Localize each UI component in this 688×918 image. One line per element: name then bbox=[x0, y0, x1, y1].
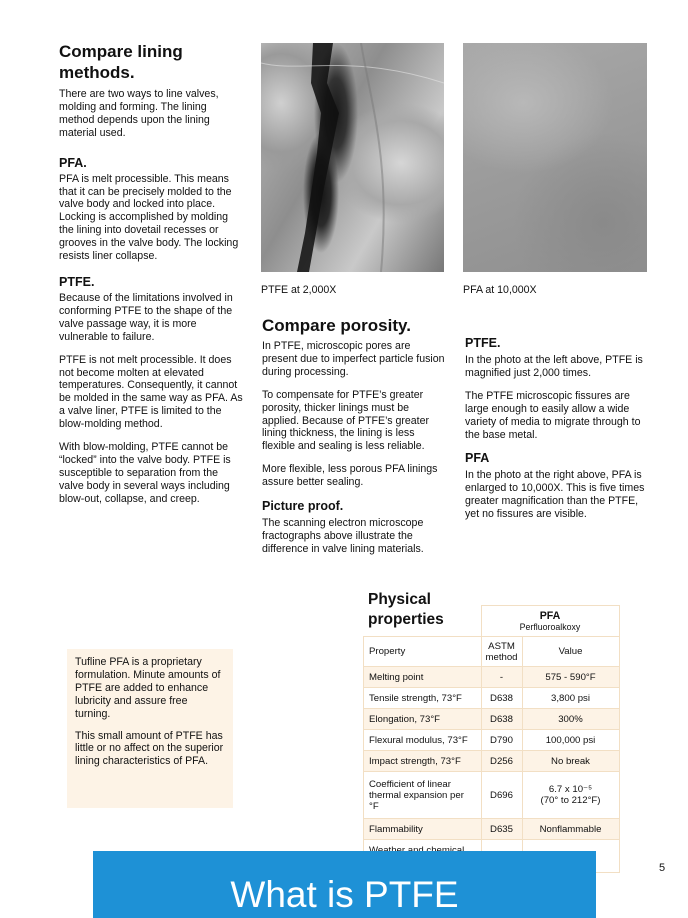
banner-title: What is PTFE bbox=[230, 874, 459, 915]
expansion-value: 6.7 x 10⁻⁵ bbox=[548, 784, 593, 795]
table-row bbox=[364, 637, 620, 667]
property-cell: Tensile strength, 73°F bbox=[364, 688, 482, 709]
column-lining-methods bbox=[59, 41, 244, 516]
table-row bbox=[364, 667, 620, 688]
method-cell: D790 bbox=[481, 730, 522, 751]
table-row bbox=[364, 688, 620, 709]
property-cell: Flexural modulus, 73°F bbox=[364, 730, 482, 751]
pfa-column-header bbox=[481, 606, 619, 637]
section-banner bbox=[93, 851, 596, 918]
lining-intro: There are two ways to line valves, molding and forming. The lining method depends upon the lining material used. bbox=[59, 88, 219, 139]
value-cell: 100,000 psi bbox=[522, 730, 619, 751]
ptfe-text-3: With blow-molding, PTFE cannot be “locked” into the valve body. PTFE is susceptible to separation from the valve body in several ways including blow-out, collapse, and creep. bbox=[59, 441, 231, 505]
pfa-photo-text: In the photo at the right above, PFA is enlarged to 10,000X. This is five times greater magnification than the PTFE, yet no fissures are visible. bbox=[465, 469, 645, 521]
method-cell: D638 bbox=[481, 709, 522, 730]
table-row bbox=[364, 819, 620, 840]
method-cell: - bbox=[481, 667, 522, 688]
table-row bbox=[364, 772, 620, 819]
column-porosity bbox=[262, 315, 447, 556]
tufline-note-box bbox=[67, 649, 233, 808]
table-row bbox=[364, 606, 620, 637]
property-header: Property bbox=[364, 637, 482, 667]
property-cell: Elongation, 73°F bbox=[364, 709, 482, 730]
value-cell: Nonflammable bbox=[522, 819, 619, 840]
method-cell: D635 bbox=[481, 819, 522, 840]
ptfe-photo-caption: PTFE at 2,000X bbox=[261, 284, 337, 296]
note-text-1: Tufline PFA is a proprietary formulation. Minute amounts of PTFE are added to enhance lubricity and assure free turning. bbox=[75, 656, 221, 720]
ptfe-fissure-shape bbox=[261, 43, 444, 272]
pfa-photo-heading: PFA bbox=[465, 451, 490, 466]
porosity-text-1: In PTFE, microscopic pores are present due to imperfect particle fusion during processing. bbox=[262, 340, 445, 378]
expansion-range: (70° to 212°F) bbox=[540, 795, 601, 806]
porosity-title: Compare porosity. bbox=[262, 316, 411, 335]
note-text-2: This small amount of PTFE has little or no affect on the superior lining characteristics of PFA. bbox=[75, 729, 224, 768]
astm-header: ASTM method bbox=[481, 637, 522, 667]
picture-proof-text: The scanning electron microscope fractographs above illustrate the difference in valve lining materials. bbox=[262, 517, 424, 555]
ptfe-micrograph bbox=[261, 43, 444, 272]
ptfe-text-2: PTFE is not melt processible. It does not become molten at elevated temperatures. Consequently, it cannot be molded in the same way as PFA. As a valve liner, PTFE is limited to the blow-molding method. bbox=[59, 353, 243, 431]
table-row bbox=[364, 709, 620, 730]
physical-properties-table bbox=[363, 605, 620, 873]
value-cell: 575 - 590°F bbox=[522, 667, 619, 688]
ptfe-text-1: Because of the limitations involved in conforming PTFE to the shape of the valve passage way, it is more vulnerable to failure. bbox=[59, 291, 233, 343]
property-cell: Melting point bbox=[364, 667, 482, 688]
ptfe-photo-text-1: In the photo at the left above, PTFE is magnified just 2,000 times. bbox=[465, 354, 643, 379]
method-cell: D696 bbox=[481, 772, 522, 819]
lining-methods-title: Compare lining methods. bbox=[59, 42, 183, 82]
picture-proof-heading: Picture proof. bbox=[262, 499, 344, 514]
property-cell: Flammability bbox=[364, 819, 482, 840]
ptfe-heading: PTFE. bbox=[59, 274, 95, 289]
method-cell: D638 bbox=[481, 688, 522, 709]
value-cell bbox=[522, 772, 619, 819]
value-cell: 300% bbox=[522, 709, 619, 730]
method-cell: D256 bbox=[481, 751, 522, 772]
property-cell: Coefficient of linear thermal expansion per °F bbox=[364, 772, 482, 819]
table-row bbox=[364, 730, 620, 751]
pfa-photo-caption: PFA at 10,000X bbox=[463, 284, 537, 296]
physical-properties-title: Physical properties bbox=[368, 591, 444, 628]
pfa-header-full-name: Perfluoroalkoxy bbox=[519, 622, 581, 632]
ptfe-photo-heading: PTFE. bbox=[465, 336, 501, 350]
column-photo-explanations bbox=[465, 336, 650, 521]
pfa-micrograph bbox=[463, 43, 647, 272]
value-cell: 3,800 psi bbox=[522, 688, 619, 709]
value-cell: No break bbox=[522, 751, 619, 772]
pfa-header-label: PFA bbox=[539, 610, 561, 622]
ptfe-photo-text-2: The PTFE microscopic fissures are large enough to easily allow a wide variety of media to migrate through to the base metal. bbox=[465, 389, 641, 441]
value-header: Value bbox=[522, 637, 619, 667]
porosity-text-3: More flexible, less porous PFA linings assure better sealing. bbox=[262, 463, 438, 489]
page-number: 5 bbox=[659, 862, 666, 874]
pfa-text: PFA is melt processible. This means that it can be precisely molded to the valve body and locked into place. Locking is accomplished by molding the lining into dovetail recesses or grooves in the valve body. The locking resists liner collapse. bbox=[59, 172, 239, 263]
porosity-text-2: To compensate for PTFE’s greater porosity, thicker linings must be applied. Because of PTFE’s greater lining thickness, the lining is less flexible and sealing is less reliable. bbox=[262, 388, 430, 453]
table-row bbox=[364, 751, 620, 772]
pfa-heading: PFA. bbox=[59, 155, 87, 170]
property-cell: Impact strength, 73°F bbox=[364, 751, 482, 772]
